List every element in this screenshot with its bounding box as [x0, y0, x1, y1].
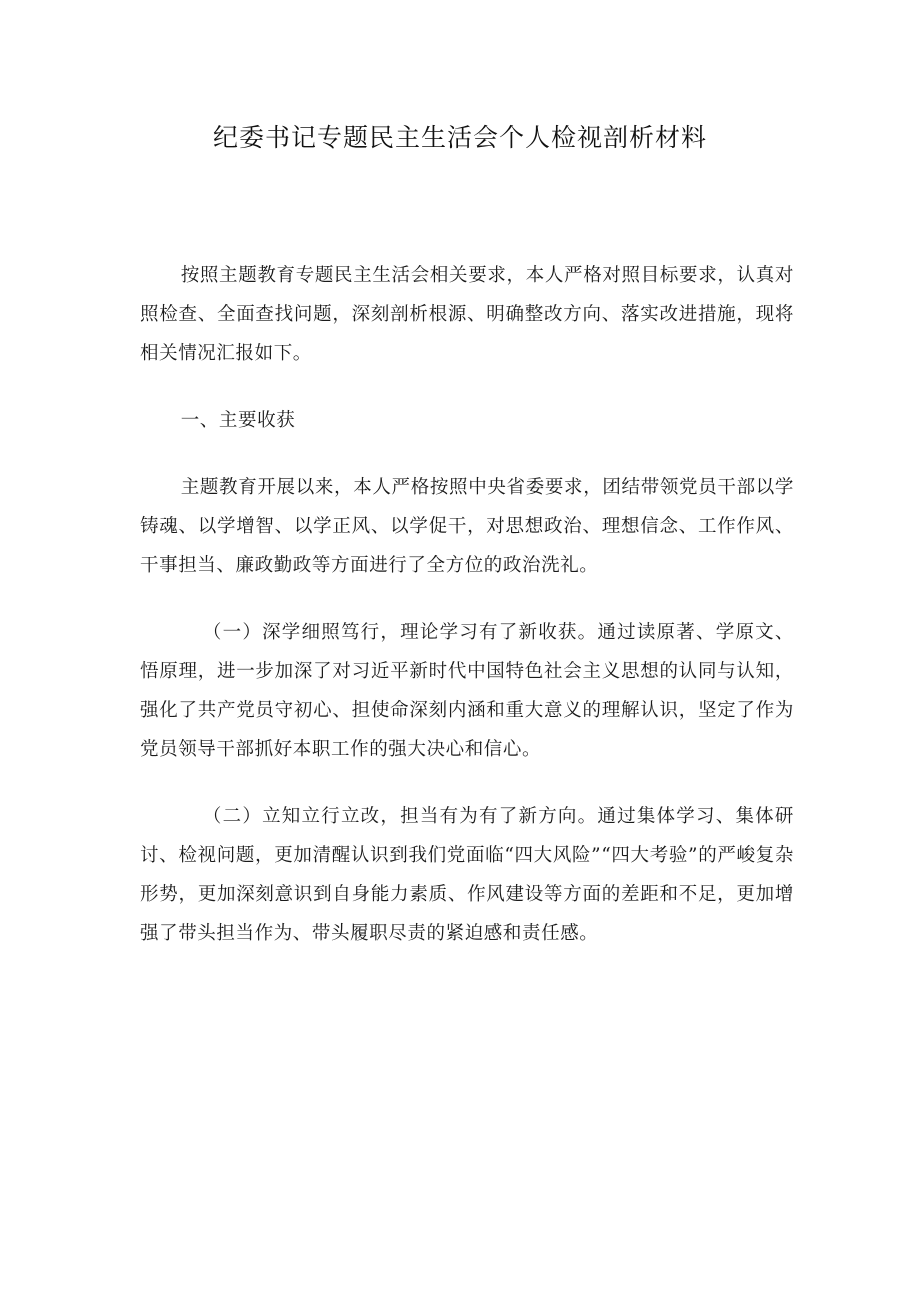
subsection-paragraph-new-direction: （二）立知立行立改，担当有为有了新方向。通过集体学习、集体研讨、检视问题，更加清醒认识到我们党面临“四大风险”“四大考验”的严峻复杂形势，更加深刻意识到自身能力素质、作风建设等方面的差距和不足，更加增强了带头担当作为、带头履职尽责的紧迫感和责任感。 [140, 806, 794, 944]
document-body [140, 256, 794, 981]
document-title: 纪委书记专题民主生活会个人检视剖析材料 [212, 123, 707, 152]
subsection-paragraph-theory-study: （一）深学细照笃行，理论学习有了新收获。通过读原著、学原文、悟原理，进一步加深了对习近平新时代中国特色社会主义思想的认同与认知，强化了共产党员守初心、担使命深刻内涵和重大意义的理解认识，坚定了作为党员领导干部抓好本职工作的强大决心和信心。 [140, 622, 794, 760]
intro-paragraph: 按照主题教育专题民主生活会相关要求，本人严格对照目标要求，认真对照检查、全面查找问题，深刻剖析根源、明确整改方向、落实改进措施，现将相关情况汇报如下。 [140, 265, 794, 364]
section-paragraph-main-gains: 主题教育开展以来，本人严格按照中央省委要求，团结带领党员干部以学铸魂、以学增智、以学正风、以学促干，对思想政治、理想信念、工作作风、干事担当、廉政勤政等方面进行了全方位的政治洗礼。 [140, 477, 794, 576]
section-heading-main-gains: 一、主要收获 [180, 410, 296, 431]
